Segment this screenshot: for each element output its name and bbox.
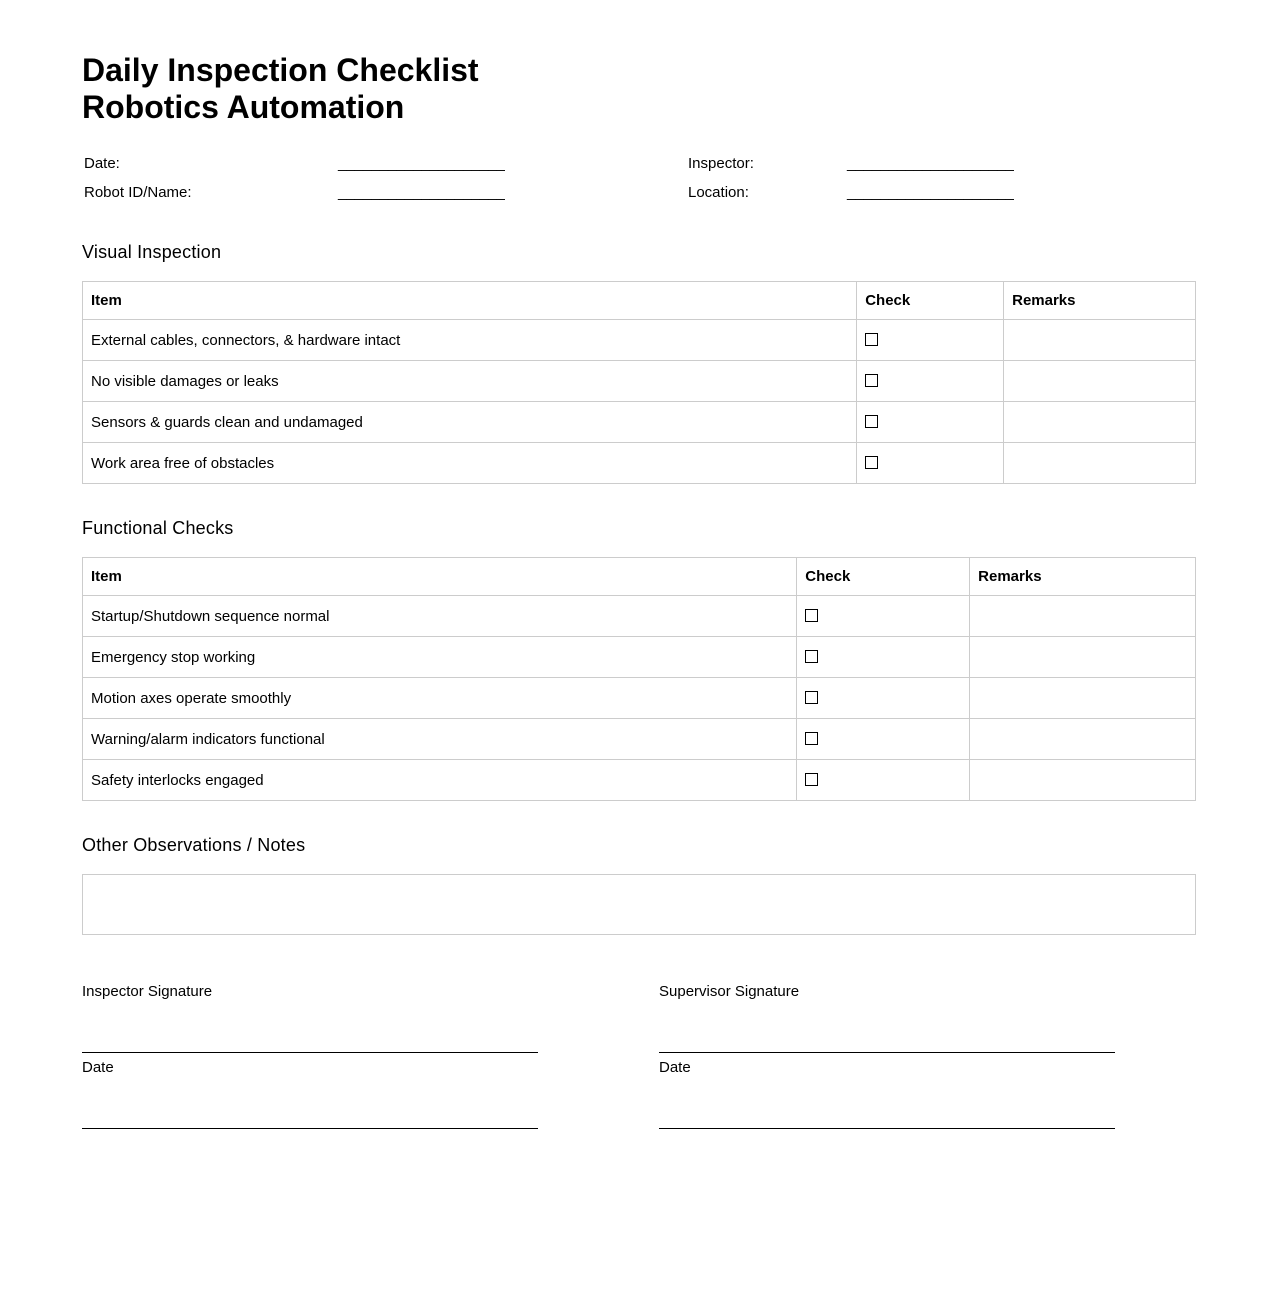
remarks-cell[interactable]: [970, 760, 1196, 801]
table-row: [83, 443, 1196, 484]
inspector-signature-line[interactable]: [82, 1052, 538, 1053]
remarks-cell[interactable]: [1004, 361, 1196, 402]
inspector-date-line[interactable]: [82, 1128, 538, 1129]
checkbox-icon[interactable]: [805, 691, 818, 704]
column-header-remarks: Remarks: [1004, 282, 1196, 320]
table-row: [83, 320, 1196, 361]
check-cell[interactable]: [857, 320, 1004, 361]
item-cell: Sensors & guards clean and undamaged: [83, 402, 857, 443]
checkbox-icon[interactable]: [865, 374, 878, 387]
remarks-cell[interactable]: [1004, 320, 1196, 361]
item-cell: External cables, connectors, & hardware intact: [83, 320, 857, 361]
remarks-cell[interactable]: [1004, 402, 1196, 443]
column-header-item: Item: [83, 282, 857, 320]
checkbox-icon[interactable]: [805, 650, 818, 663]
column-header-check: Check: [797, 558, 970, 596]
remarks-cell[interactable]: [970, 719, 1196, 760]
check-cell[interactable]: [797, 760, 970, 801]
meta-row-2: [84, 184, 1084, 213]
item-cell: Emergency stop working: [83, 637, 797, 678]
inspector-field[interactable]: ____________________: [847, 155, 1014, 172]
checkbox-icon[interactable]: [865, 456, 878, 469]
location-label: Location:: [688, 184, 749, 201]
visual-inspection-title: Visual Inspection: [82, 242, 222, 262]
table-row: [83, 678, 1196, 719]
supervisor-date-label: Date: [659, 1059, 691, 1076]
checkbox-icon[interactable]: [865, 415, 878, 428]
remarks-cell[interactable]: [970, 637, 1196, 678]
visual-inspection-table: [82, 281, 1196, 484]
item-cell: Motion axes operate smoothly: [83, 678, 797, 719]
inspector-date-label: Date: [82, 1059, 114, 1076]
check-cell[interactable]: [797, 596, 970, 637]
table-row: [83, 637, 1196, 678]
functional-checks-title: Functional Checks: [82, 518, 234, 538]
table-row: [83, 760, 1196, 801]
check-cell[interactable]: [797, 678, 970, 719]
notes-field[interactable]: [82, 874, 1196, 935]
robot-id-label: Robot ID/Name:: [84, 184, 192, 201]
item-cell: Work area free of obstacles: [83, 443, 857, 484]
check-cell[interactable]: [857, 443, 1004, 484]
table-row: [83, 402, 1196, 443]
check-cell[interactable]: [797, 637, 970, 678]
check-cell[interactable]: [857, 402, 1004, 443]
checkbox-icon[interactable]: [865, 333, 878, 346]
page-title: [82, 52, 479, 126]
date-label: Date:: [84, 155, 120, 172]
inspector-signature-label: Inspector Signature: [82, 983, 213, 1000]
date-field[interactable]: ____________________: [338, 155, 505, 172]
checkbox-icon[interactable]: [805, 773, 818, 786]
supervisor-signature-line[interactable]: [659, 1052, 1115, 1053]
column-header-remarks: Remarks: [970, 558, 1196, 596]
notes-title: Other Observations / Notes: [82, 835, 306, 855]
table-row: [83, 719, 1196, 760]
table-header-row: [83, 282, 1196, 320]
remarks-cell[interactable]: [970, 596, 1196, 637]
check-cell[interactable]: [857, 361, 1004, 402]
title-line-2: Robotics Automation: [82, 89, 405, 125]
functional-checks-table: [82, 557, 1196, 801]
item-cell: No visible damages or leaks: [83, 361, 857, 402]
table-row: [83, 596, 1196, 637]
robot-id-field[interactable]: ____________________: [338, 184, 505, 201]
meta-row-1: [84, 155, 1084, 184]
header-fields: [84, 155, 1084, 213]
remarks-cell[interactable]: [970, 678, 1196, 719]
item-cell: Safety interlocks engaged: [83, 760, 797, 801]
supervisor-signature-label: Supervisor Signature: [659, 983, 800, 1000]
table-header-row: [83, 558, 1196, 596]
column-header-check: Check: [857, 282, 1004, 320]
checkbox-icon[interactable]: [805, 732, 818, 745]
item-cell: Startup/Shutdown sequence normal: [83, 596, 797, 637]
remarks-cell[interactable]: [1004, 443, 1196, 484]
item-cell: Warning/alarm indicators functional: [83, 719, 797, 760]
title-line-1: Daily Inspection Checklist: [82, 52, 479, 88]
inspector-label: Inspector:: [688, 155, 754, 172]
check-cell[interactable]: [797, 719, 970, 760]
supervisor-date-line[interactable]: [659, 1128, 1115, 1129]
checkbox-icon[interactable]: [805, 609, 818, 622]
table-row: [83, 361, 1196, 402]
location-field[interactable]: ____________________: [847, 184, 1014, 201]
column-header-item: Item: [83, 558, 797, 596]
